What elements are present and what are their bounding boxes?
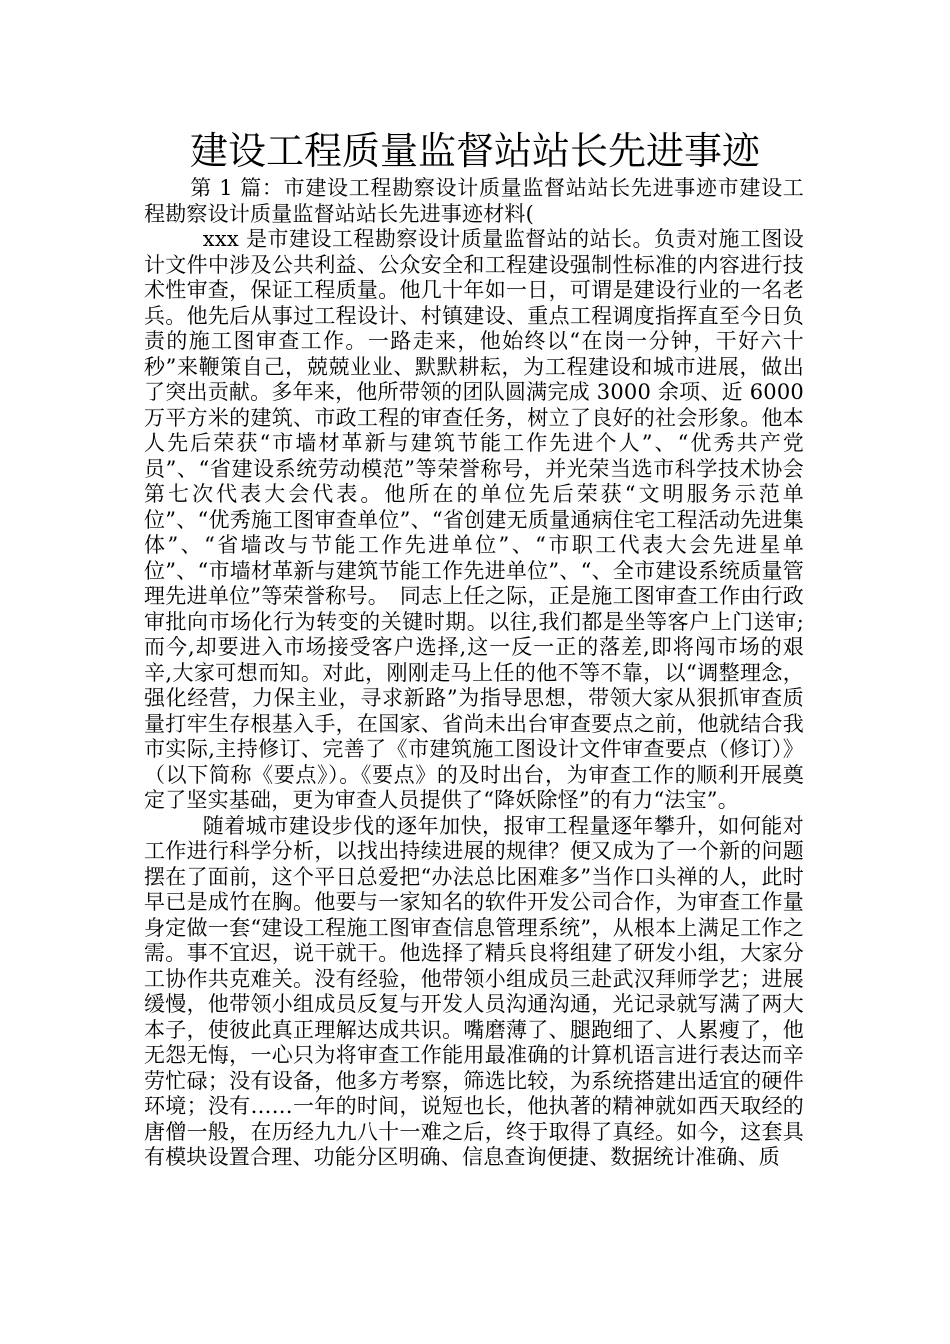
document-body <box>144 176 804 1171</box>
paragraph-heading: 第 1 篇：市建设工程勘察设计质量监督站站长先进事迹市建设工程勘察设计质量监督站站长先进事迹材料( <box>144 176 804 226</box>
paragraph-2: 随着城市建设步伐的逐年加快，报审工程量逐年攀升，如何能对工作进行科学分析，以找出持续进展的规律？便又成为了一个新的问题摆在了面前，这个平日总爱把“办法总比困难多”当作口头禅的人，此时早已是成竹在胸。他要与一家知名的软件开发公司合作，为审查工作量身定做一套“建设工程施工图审查信息管理系统”，从根本上满足工作之需。事不宜迟，说干就干。他选择了精兵良将组建了研发小组，大家分工协作共克难关。没有经验，他带领小组成员三赴武汉拜师学艺；进展缓慢，他带领小组成员反复与开发人员沟通沟通，光记录就写满了两大本子，使彼此真正理解达成共识。嘴磨薄了、腿跑细了、人累瘦了，他无怨无悔，一心只为将审查工作能用最准确的计算机语言进行表达而辛劳忙碌；没有设备，他多方考察，筛选比较，为系统搭建出适宜的硬件环境；没有……一年的时间，说短也长，他执著的精神就如西天取经的唐僧一般，在历经九九八十一难之后，终于取得了真经。如今，这套具有模块设置合理、功能分区明确、信息查询便捷、数据统计准确、质 <box>144 813 804 1169</box>
paragraph-1: xxx 是市建设工程勘察设计质量监督站的站长。负责对施工图设计文件中涉及公共利益、公众安全和工程建设强制性标准的内容进行技术性审查，保证工程质量。他几十年如一日，可谓是建设行业的一名老兵。他先后从事过工程设计、村镇建设、重点工程调度指挥直至今日负责的施工图审查工作。一路走来，他始终以“在岗一分钟，干好六十秒”来鞭策自己，兢兢业业、默默耕耘，为工程建设和城市进展，做出了突出贡献。多年来，他所带领的团队圆满完成 3000 余项、近 6000 万平方米的建筑、市政工程的审查任务，树立了良好的社会形象。他本人先后荣获“市墙材革新与建筑节能工作先进个人”、“优秀共产党员”、“省建设系统劳动模范”等荣誉称号，并光荣当选市科学技术协会第七次代表大会代表。他所在的单位先后荣获“文明服务示范单位”、“优秀施工图审查单位”、“省创建无质量通病住宅工程活动先进集体”、“省墙改与节能工作先进单位”、“市职工代表大会先进星单位”、“市墙材革新与建筑节能工作先进单位”、“、全市建设系统质量管理先进单位”等荣誉称号。 同志上任之际，正是施工图审查工作由行政审批向市场化行为转变的关键时期。以往,我们都是坐等客户上门送审;而今,却要进入市场接受客户选择,这一反一正的落差,即将闯市场的艰辛,大家可想而知。对此，刚刚走马上任的他不等不靠，以“调整理念，强化经营，力保主业，寻求新路”为指导思想，带领大家从狠抓审查质量打牢生存根基入手，在国家、省尚未出台审查要点之前，他就结合我市实际,主持修订、完善了《市建筑施工图设计文件审查要点（修订）》（以下简称《要点》）。《要点》的及时出台，为审查工作的顺利开展奠定了坚实基础，更为审查人员提供了“降妖除怪”的有力“法宝”。 <box>144 227 804 812</box>
document-title: 建设工程质量监督站站长先进事迹 <box>189 129 760 173</box>
